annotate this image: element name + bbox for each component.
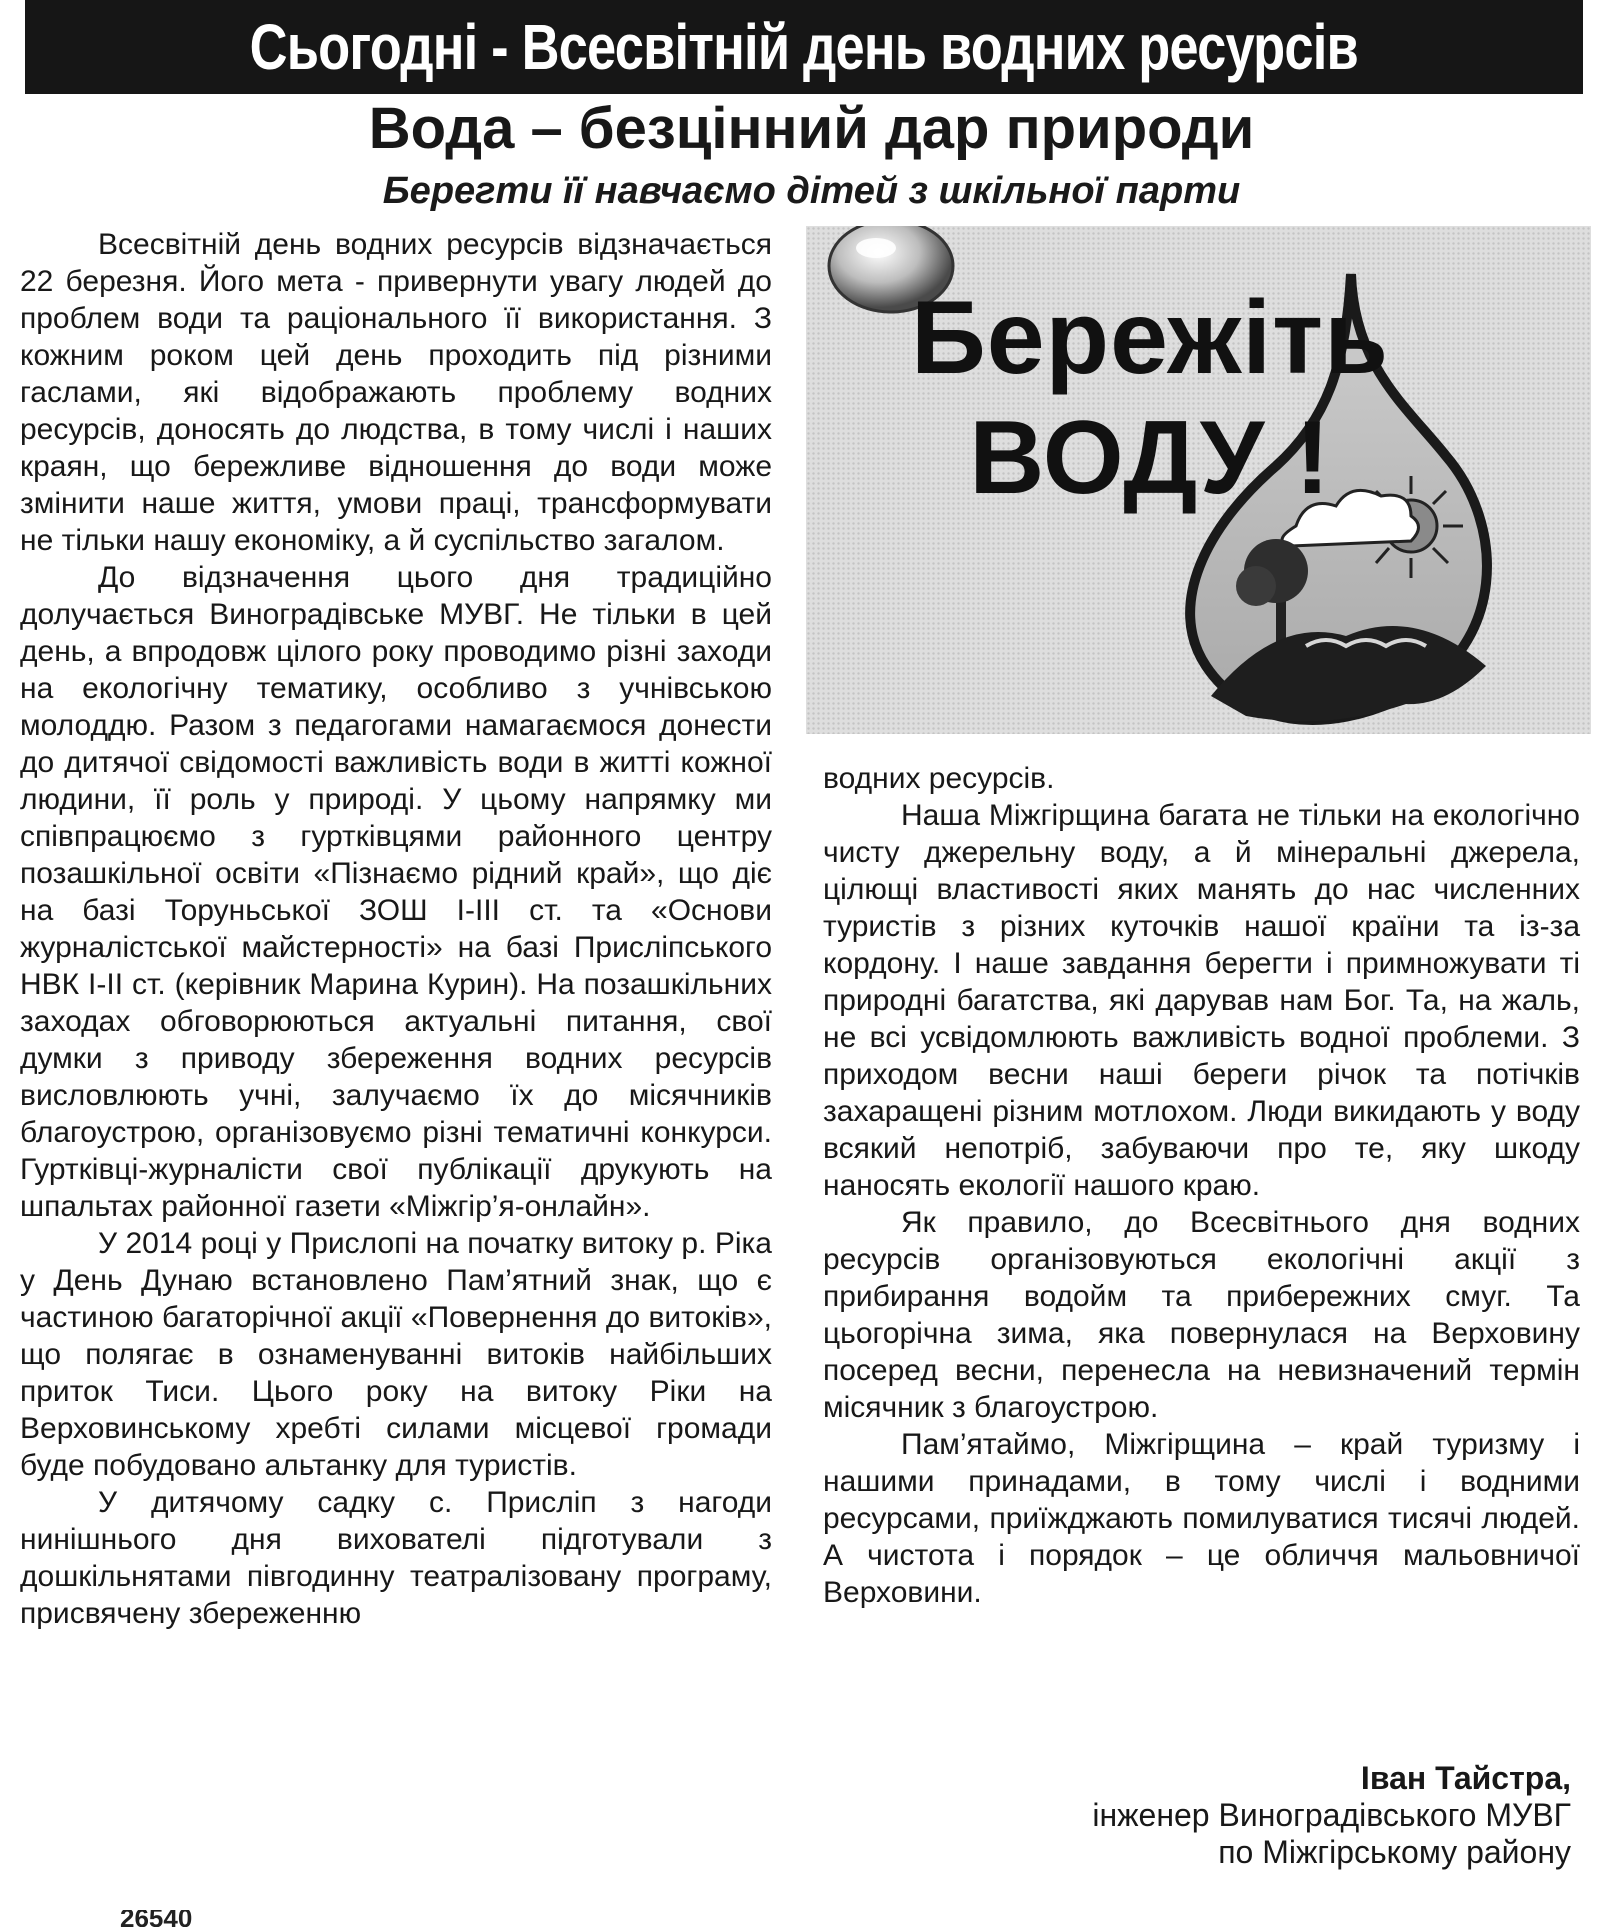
author-position-line1: інженер Виноградівського МУВГ	[1092, 1797, 1571, 1833]
article-right-column	[823, 760, 1580, 1611]
poster-title-line1: Бережіть	[910, 280, 1390, 396]
author-signature	[1092, 1760, 1571, 1871]
headline: Вода – безцінний дар природи	[368, 96, 1255, 161]
paragraph: Наша Міжгірщина багата не тільки на екологічно чисту джерельну воду, а й мінеральні джерела, цілющі властивості яких манять до нас численних туристів з різних куточків нашої країни та із-за кордону. І наше завдання берегти і примножувати ті природні багатства, які дарував нам Бог. Та, на жаль, не всі усвідомлюють важливість водної проблеми. З приходом весни наші береги річок та потічків захаращені різним мотлохом. Люди викидають у воду всякий непотріб, забуваючи про те, яку шкоду наносять екології нашого краю.	[823, 799, 1580, 1202]
paragraph-continuation: водних ресурсів.	[823, 762, 1055, 795]
paragraph: Пам’ятаймо, Міжгірщина – край туризму і нашими принадами, в тому числі і водними ресурсами, приїжджають помилуватися тисячі людей. А чистота і порядок – це обличчя мальовничої Верховини.	[823, 1428, 1580, 1609]
author-name: Іван Тайстра,	[1360, 1760, 1571, 1796]
footer-number: 26540	[120, 1910, 193, 1927]
poster-image	[806, 226, 1591, 734]
poster-title-line2: ВОДУ !	[969, 400, 1331, 516]
paragraph: У 2014 році у Прислопі на початку витоку р. Ріка у День Дунаю встановлено Пам’ятний знак, що є частиною багаторічної акції «Повернення до витоків», що полягає в ознаменуванні витоків найбільших приток Тиси. Цього року на витоку Ріки на Верховинському хребті силами місцевої громади буде побудовано альтанку для туристів.	[20, 1227, 772, 1482]
paragraph: До відзначення цього дня традиційно долучається Виноградівське МУВГ. Не тільки в цей день, а впродовж цілого року проводимо різні заходи на екологічну тематику, особливо з учнівською молоддю. Разом з педагогами намагаємося донести до дитячої свідомості важливість води в житті кожної людини, її роль у природі. У цьому напрямку ми співпрацюємо з гуртківцями районного центру позашкільної освіти «Пізнаємо рідний край», що діє на базі Торуньської ЗОШ І-ІІІ ст. та «Основи журналістської майстерності» на базі Присліпського НВК І-ІІ ст. (керівник Марина Курин). На позашкільних заходах обговорюються актуальні питання, свої думки з приводу збереження водних ресурсів висловлюють учні, залучаємо їх до місячників благоустрою, організовуємо різні тематичні конкурси. Гуртківці-журналісти свої публікації друкують на шпальтах районної газети «Міжгір’я-онлайн».	[20, 561, 772, 1223]
paragraph: Як правило, до Всесвітнього дня водних ресурсів організовуються екологічні акції з прибирання водойм та прибережних смуг. Та цьогорічна зима, яка повернулася на Верховину посеред весни, перенесла на невизначений термін місячник з благоустрою.	[823, 1206, 1580, 1424]
author-position-line2: по Міжгірському району	[1218, 1834, 1571, 1870]
subheadline: Берегти її навчаємо дітей з шкільної парти	[382, 170, 1241, 212]
banner	[25, 0, 1583, 94]
paragraph: Всесвітній день водних ресурсів відзначається 22 березня. Його мета - привернути увагу людей до проблем води та раціонального її використання. З кожним роком цей день проходить під різними гаслами, які відображають проблему водних ресурсів, доносять до людства, в тому числі і наших краян, що бережливе відношення до води може змінити наше життя, умови праці, трансформувати не тільки нашу економіку, а й суспільство загалом.	[20, 228, 772, 557]
article-left-column	[20, 226, 772, 1632]
banner-text: Сьогодні - Всесвітній день водних ресурсів	[249, 11, 1359, 83]
paragraph: У дитячому садку с. Присліп з нагоди нинішнього дня вихователі підготували з дошкільнятами півгодинну театралізовану програму, присвячену збереженню	[20, 1486, 772, 1630]
poster-title	[910, 278, 1390, 518]
